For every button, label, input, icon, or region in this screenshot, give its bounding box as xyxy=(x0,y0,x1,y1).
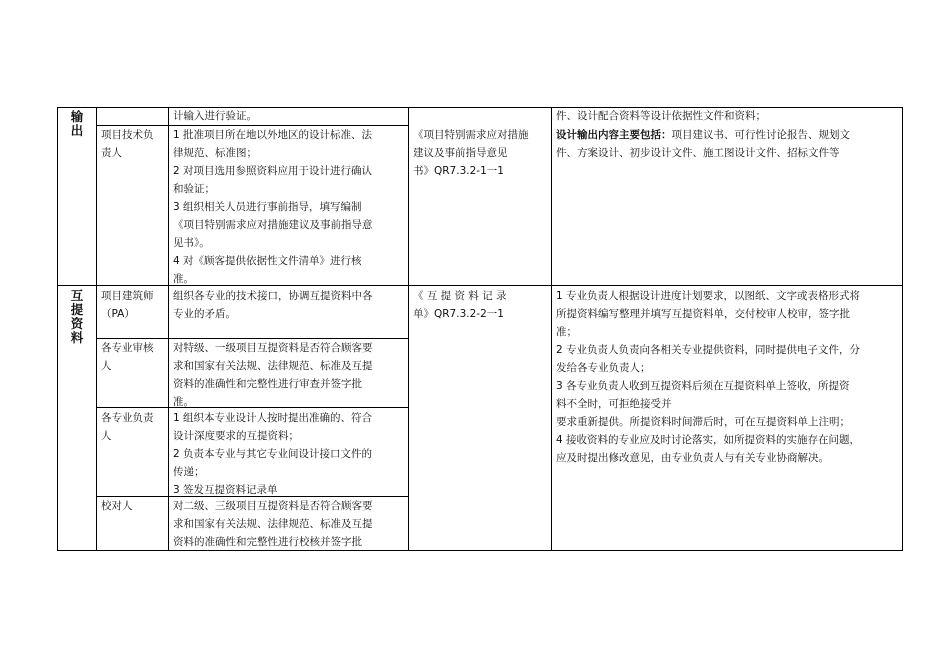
table-rule xyxy=(168,107,169,551)
rules-heading: 设计输出内容主要包括： xyxy=(556,129,672,141)
cell-content: 组织各专业的技术接口，协调互提资料中各 专业的矛盾。 xyxy=(173,290,373,320)
cell-content: 1 批准项目所在地以外地区的设计标准、法 律规范、标准图； 2 对项目选用参照资料应用于设计进行确认 和验证； 3 组织相关人员进行事前指导，填写编制 《项目特别需求应对措施建议及事前指导意 见书》。 4 对《顾客提供依据性文件清单》进行核 准。 xyxy=(173,129,373,285)
cell-rules: 件、设计配合资料等设计依据性文件和资料； xyxy=(556,110,766,122)
cell-rules xyxy=(556,126,900,162)
table-rule xyxy=(902,107,903,551)
cell-role: 项目建筑师 （PA） xyxy=(101,290,154,320)
cell-content: 1 组织本专业设计人按时提出准确的、符合 设计深度要求的互提资料； 2 负责本专业与其它专业间设计接口文件的 传递； 3 签发互提资料记录单 xyxy=(173,412,373,496)
cell-rules: 1 专业负责人根据设计进度计划要求，以图纸、文字或表格形式将 所提资料编写整理并填写互提资料单，交付校审人校审，签字批 准； 2 专业负责人负责向各相关专业提供资料，同时提供电子文件，分 发给各专业负责人； 3 各专业负责人收到互提资料后须在互提资料单上签收，所提资 料不全时，可拒绝接受并 要求重新提供。所提资料时间滞后时，可在互提资料单上注明； 4 接收资料的专业应及时讨论落实，如所提资料的实施存在问题， 应及时提出修改意见，由专业负责人与有关专业协商解决。 xyxy=(556,290,861,464)
cell-content: 对特级、一级项目互提资料是否符合顾客要 求和国家有关法规、法律规范、标准及互提 资料的准确性和完整性进行审查并签字批 准。 xyxy=(173,342,373,408)
cell-form: 《 互 提 资 料 记 录 单》QR7.3.2-2一1 xyxy=(413,290,507,320)
rules-text: 项目建议书、可行性讨论报告、规划文 件、方案设计、初步设计文件、施工图设计文件、招标文件等 xyxy=(556,129,850,159)
cell-role: 各专业审核 人 xyxy=(101,342,154,372)
table-rule xyxy=(96,107,97,551)
cell-role: 校对人 xyxy=(101,500,133,512)
cell-role: 项目技术负 责人 xyxy=(101,129,154,159)
cell-form: 《项目特别需求应对措施 建议及事前指导意见 书》QR7.3.2-1一1 xyxy=(413,129,529,177)
section-label-output: 输 出 xyxy=(70,109,84,138)
cell-content: 对二级、三级项目互提资料是否符合顾客要 求和国家有关法规、法律规范、标准及互提 资料的准确性和完整性进行校核并签字批 xyxy=(173,500,373,548)
table-rule xyxy=(408,107,409,551)
table-rule xyxy=(551,107,552,551)
cell-content: 计输入进行验证。 xyxy=(173,110,257,122)
section-label-exchange: 互 提 资 料 xyxy=(70,288,84,345)
cell-role: 各专业负责 人 xyxy=(101,412,154,442)
